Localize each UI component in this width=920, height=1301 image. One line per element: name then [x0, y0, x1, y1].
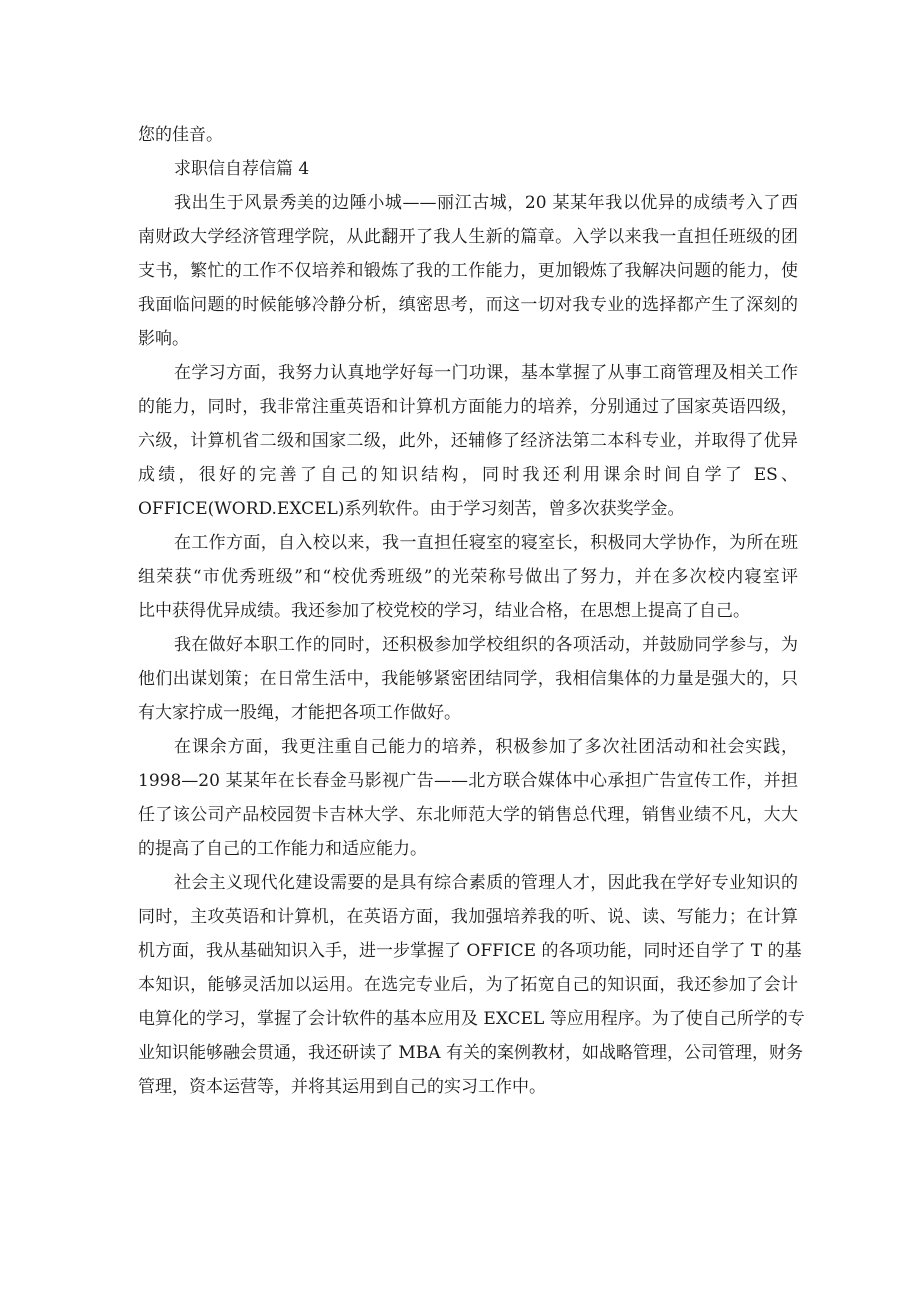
text-line: 六级，计算机省二级和国家二级，此外，还辅修了经济法第二本科专业，并取得了优异: [138, 431, 798, 451]
text-line: 支书，繁忙的工作不仅培养和锻炼了我的工作能力，更加锻炼了我解决问题的能力，使: [138, 261, 798, 281]
text-line: 社会主义现代化建设需要的是具有综合素质的管理人才，因此我在学好专业知识的: [174, 873, 798, 893]
paragraph: [138, 628, 798, 730]
text-line: 1998—20 某某年在长春金马影视广告——北方联合媒体中心承担广告宣传工作，并担: [138, 771, 798, 791]
paragraph: [138, 866, 805, 1104]
text-line: 比中获得优异成绩。我还参加了校党校的学习，结业合格，在思想上提高了自己。: [138, 601, 750, 621]
text-line: 业知识能够融会贯通，我还研读了 MBA 有关的案例教材，如战略管理，公司管理，财务: [138, 1043, 803, 1063]
text-line: 求职信自荐信篇 4: [174, 159, 310, 179]
text-line: 影响。: [138, 329, 189, 349]
text-line: 本知识，能够灵活加以运用。在选完专业后，为了拓宽自己的知识面，我还参加了会计: [138, 975, 798, 995]
text-line: 组荣获“市优秀班级”和“校优秀班级”的光荣称号做出了努力，并在多次校内寝室评: [138, 567, 798, 587]
paragraph: [138, 118, 798, 152]
text-line: 任了该公司产品校园贺卡吉林大学、东北师范大学的销售总代理，销售业绩不凡，大大: [138, 805, 798, 825]
text-line: 机方面，我从基础知识入手，进一步掌握了 OFFICE 的各项功能，同时还自学了 T 的基: [138, 941, 802, 961]
document-page: [138, 118, 805, 1104]
text-line: 的提高了自己的工作能力和适应能力。: [138, 839, 427, 859]
paragraph: [138, 356, 798, 526]
text-line: 在学习方面，我努力认真地学好每一门功课，基本掌握了从事工商管理及相关工作: [174, 363, 798, 383]
text-line: 有大家拧成一股绳，才能把各项工作做好。: [138, 703, 461, 723]
paragraph: [138, 186, 798, 356]
text-line: OFFICE(WORD.EXCEL)系列软件。由于学习刻苦，曾多次获奖学金。: [138, 499, 685, 519]
text-line: 管理，资本运营等，并将其运用到自己的实习工作中。: [138, 1077, 546, 1097]
text-line: 我出生于风景秀美的边陲小城——丽江古城，20 某某年我以优异的成绩考入了西: [174, 193, 798, 213]
text-line: 的能力，同时，我非常注重英语和计算机方面能力的培养，分别通过了国家英语四级，: [138, 397, 798, 417]
text-line: 我面临问题的时候能够冷静分析，缜密思考，而这一切对我专业的选择都产生了深刻的: [138, 295, 798, 315]
text-line: 电算化的学习，掌握了会计软件的基本应用及 EXCEL 等应用程序。为了使自己所学的专: [138, 1009, 805, 1029]
text-line: 成绩，很好的完善了自己的知识结构，同时我还利用课余时间自学了 ES、: [138, 465, 798, 485]
paragraph: [138, 730, 798, 866]
text-line: 我在做好本职工作的同时，还积极参加学校组织的各项活动，并鼓励同学参与，为: [174, 635, 798, 655]
text-line: 同时，主攻英语和计算机，在英语方面，我加强培养我的听、说、读、写能力；在计算: [138, 907, 798, 927]
section-heading: [138, 152, 798, 186]
text-line: 您的佳音。: [138, 125, 223, 145]
text-line: 南财政大学经济管理学院，从此翻开了我人生新的篇章。入学以来我一直担任班级的团: [138, 227, 798, 247]
text-line: 在工作方面，自入校以来，我一直担任寝室的寝室长，积极同大学协作，为所在班: [174, 533, 798, 553]
paragraph: [138, 526, 798, 628]
text-line: 他们出谋划策；在日常生活中，我能够紧密团结同学，我相信集体的力量是强大的，只: [138, 669, 798, 689]
text-line: 在课余方面，我更注重自己能力的培养，积极参加了多次社团活动和社会实践，: [174, 737, 798, 757]
